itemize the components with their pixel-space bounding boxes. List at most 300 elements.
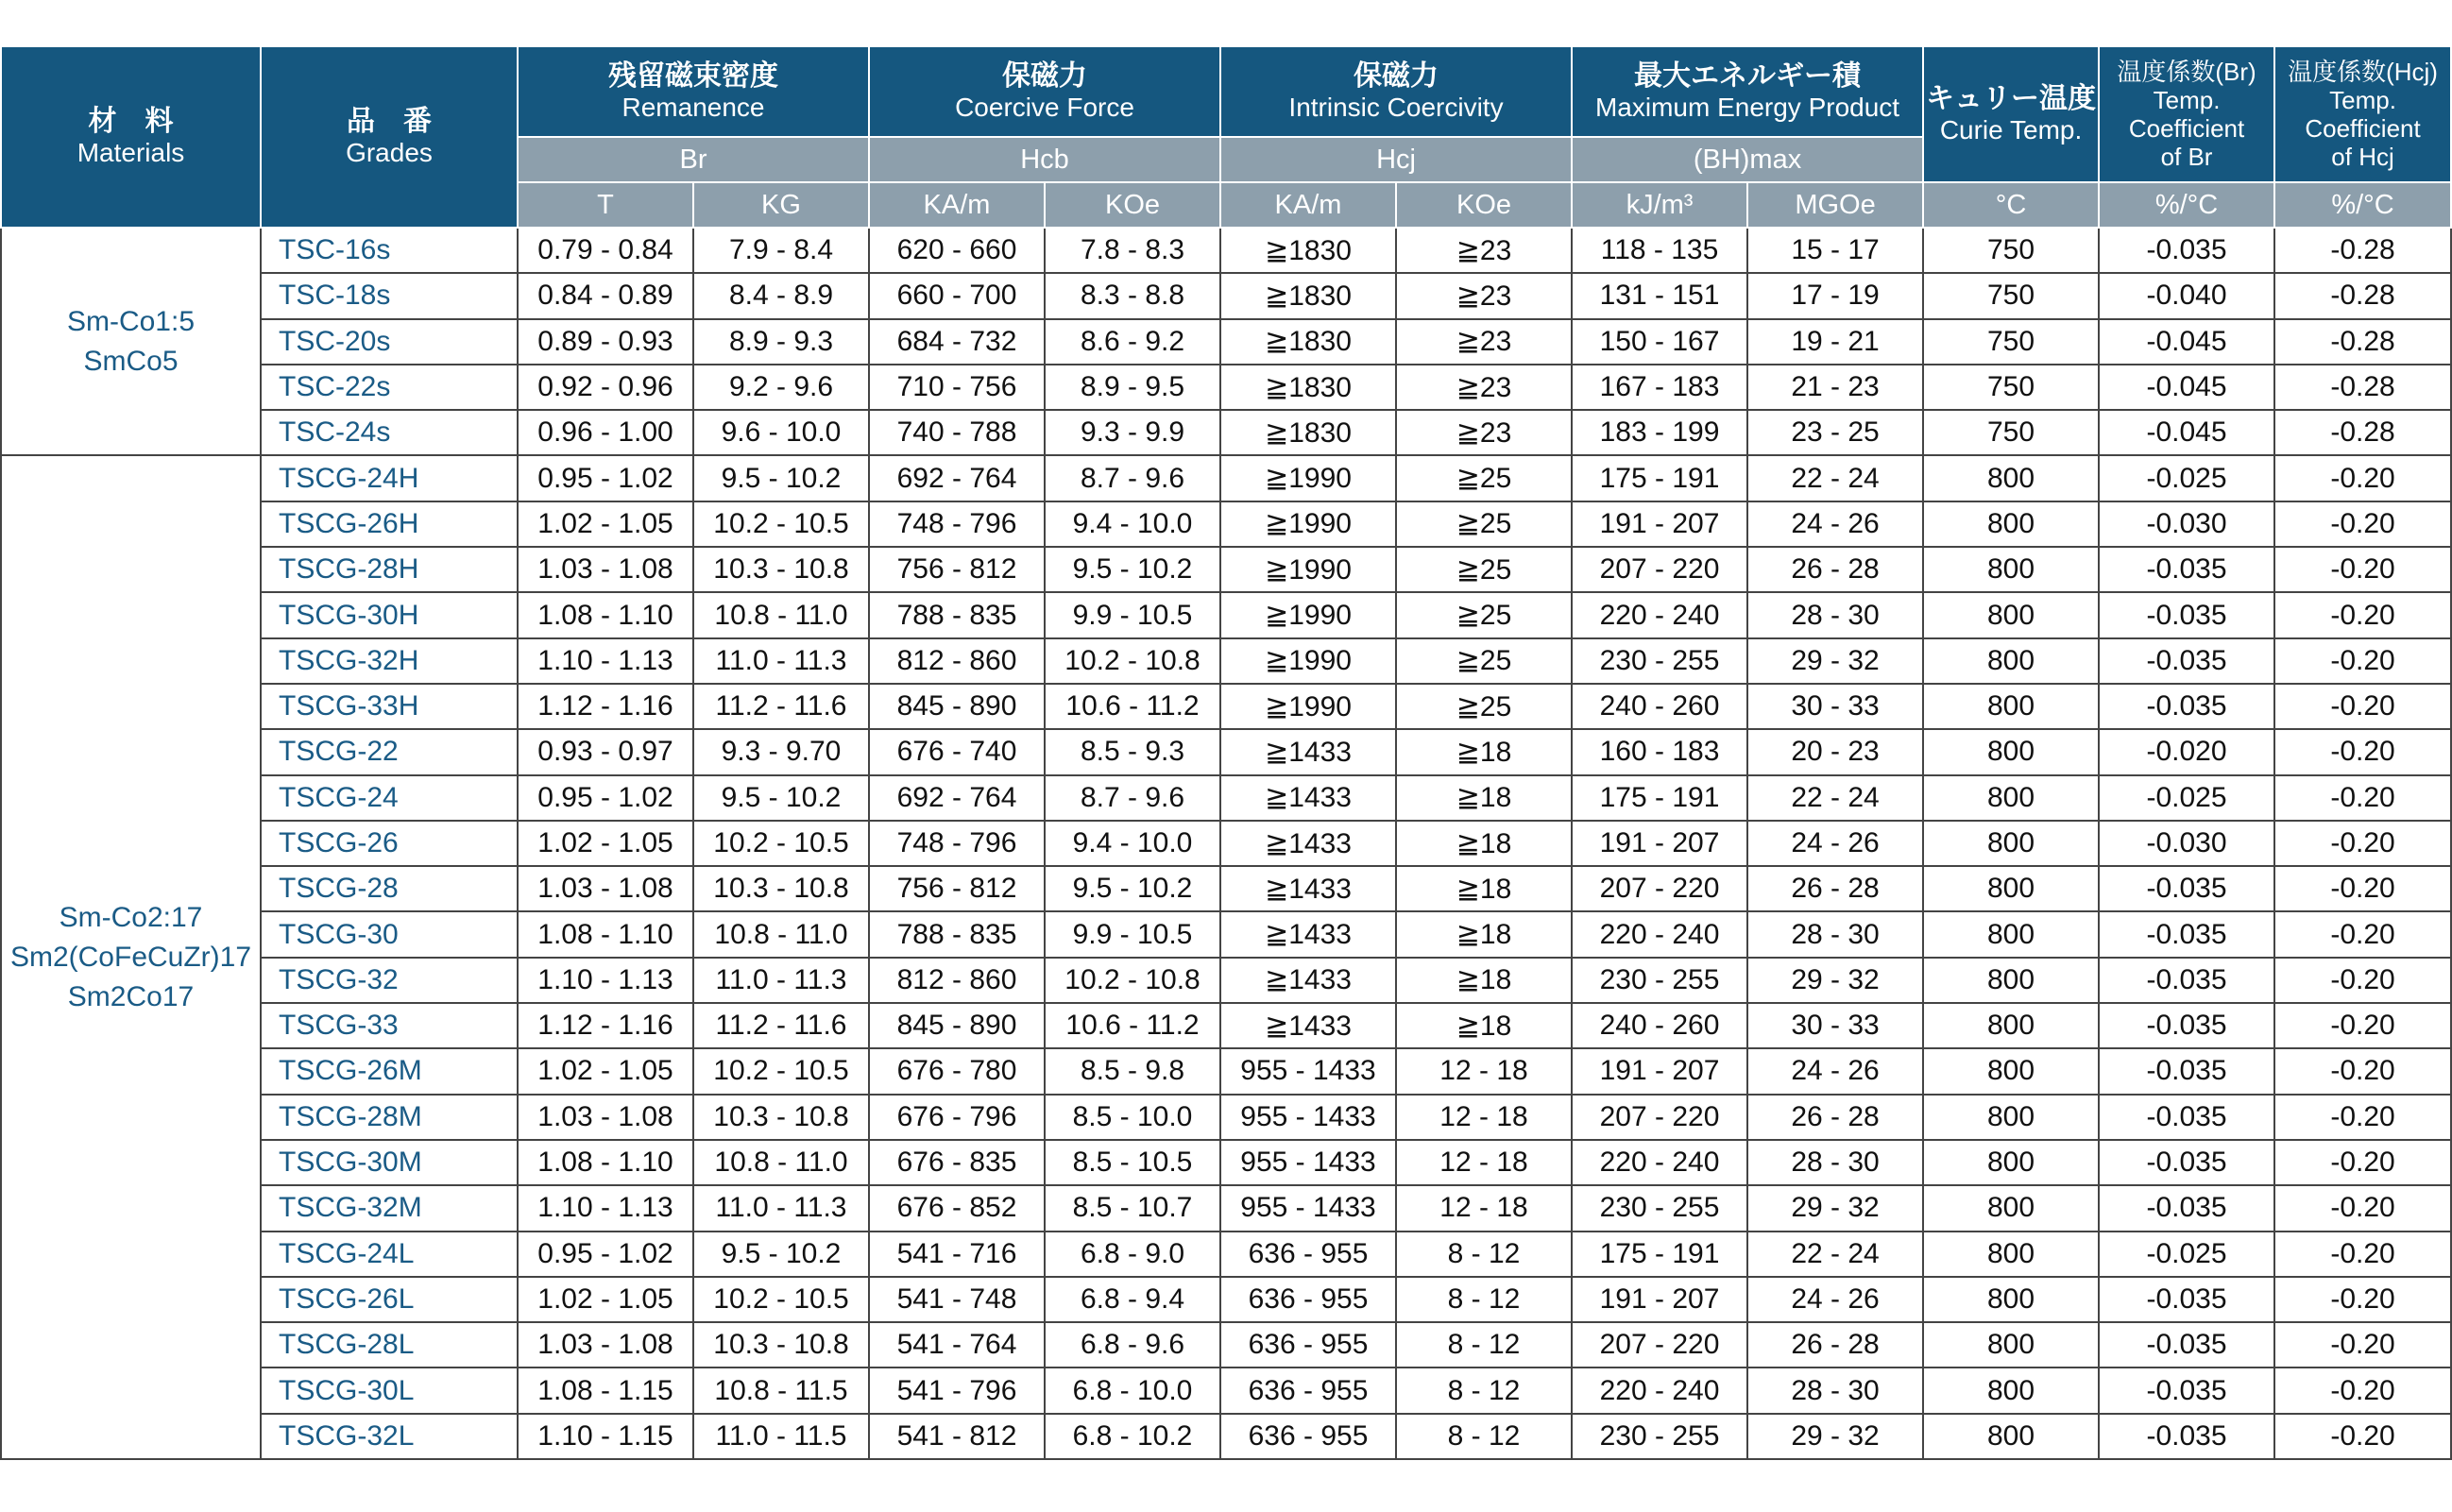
value-cell: 636 - 955 xyxy=(1220,1277,1396,1322)
value-cell: 8 - 12 xyxy=(1396,1414,1572,1459)
value-cell: 676 - 780 xyxy=(869,1048,1045,1094)
grade-cell: TSC-18s xyxy=(261,273,518,318)
grade-cell: TSCG-26M xyxy=(261,1048,518,1094)
unit-label: T xyxy=(597,189,614,220)
value-cell: ≧1990 xyxy=(1220,501,1396,547)
value-cell: 28 - 30 xyxy=(1747,592,1923,637)
value-cell: 207 - 220 xyxy=(1572,1095,1747,1140)
unit-label: %/°C xyxy=(2154,189,2219,220)
temp-hcj-en1-label: Temp. xyxy=(2329,86,2396,114)
value-cell: 750 xyxy=(1923,319,2099,365)
value-cell: -0.20 xyxy=(2274,501,2451,547)
value-cell: 8.5 - 9.8 xyxy=(1045,1048,1220,1094)
value-cell: -0.045 xyxy=(2099,319,2274,365)
value-cell: 0.92 - 0.96 xyxy=(518,365,693,410)
header-temp-coefficient-br xyxy=(2099,46,2274,182)
value-cell: 800 xyxy=(1923,1414,2099,1459)
table-row xyxy=(1,410,2451,455)
value-cell: 30 - 33 xyxy=(1747,684,1923,729)
value-cell: 10.8 - 11.5 xyxy=(693,1368,869,1413)
energy-en-label: Maximum Energy Product xyxy=(1594,93,1900,122)
grade-cell: TSCG-22 xyxy=(261,729,518,774)
value-cell: -0.28 xyxy=(2274,273,2451,318)
value-cell: ≧1830 xyxy=(1220,410,1396,455)
value-cell: 22 - 24 xyxy=(1747,455,1923,501)
value-cell: 1.10 - 1.15 xyxy=(518,1414,693,1459)
grade-cell: TSCG-30L xyxy=(261,1368,518,1413)
value-cell: 636 - 955 xyxy=(1220,1414,1396,1459)
value-cell: -0.035 xyxy=(2099,228,2274,273)
table-row xyxy=(1,1368,2451,1413)
value-cell: 1.08 - 1.10 xyxy=(518,911,693,957)
value-cell: 118 - 135 xyxy=(1572,228,1747,273)
value-cell: 175 - 191 xyxy=(1572,1232,1747,1277)
value-cell: 17 - 19 xyxy=(1747,273,1923,318)
value-cell: 0.96 - 1.00 xyxy=(518,410,693,455)
value-cell: ≧23 xyxy=(1396,410,1572,455)
value-cell: ≧1830 xyxy=(1220,365,1396,410)
value-cell: 9.3 - 9.70 xyxy=(693,729,869,774)
value-cell: -0.20 xyxy=(2274,1095,2451,1140)
coercive-en-label: Coercive Force xyxy=(955,93,1134,122)
unit-bh-kjm3 xyxy=(1572,182,1747,228)
value-cell: ≧18 xyxy=(1396,958,1572,1003)
value-cell: 541 - 812 xyxy=(869,1414,1045,1459)
symbol-hcb xyxy=(869,137,1220,182)
value-cell: -0.035 xyxy=(2099,638,2274,684)
value-cell: 240 - 260 xyxy=(1572,1003,1747,1048)
value-cell: 9.4 - 10.0 xyxy=(1045,501,1220,547)
value-cell: 10.6 - 11.2 xyxy=(1045,1003,1220,1048)
value-cell: 10.3 - 10.8 xyxy=(693,547,869,592)
value-cell: 6.8 - 9.6 xyxy=(1045,1322,1220,1368)
value-cell: 1.03 - 1.08 xyxy=(518,1322,693,1368)
value-cell: 8.5 - 10.0 xyxy=(1045,1095,1220,1140)
value-cell: 8.6 - 9.2 xyxy=(1045,319,1220,365)
value-cell: ≧1990 xyxy=(1220,684,1396,729)
value-cell: -0.035 xyxy=(2099,1185,2274,1231)
value-cell: ≧18 xyxy=(1396,911,1572,957)
value-cell: 26 - 28 xyxy=(1747,866,1923,911)
value-cell: 8.5 - 9.3 xyxy=(1045,729,1220,774)
value-cell: 11.2 - 11.6 xyxy=(693,1003,869,1048)
value-cell: 167 - 183 xyxy=(1572,365,1747,410)
value-cell: 12 - 18 xyxy=(1396,1048,1572,1094)
value-cell: 1.02 - 1.05 xyxy=(518,1277,693,1322)
table-row xyxy=(1,821,2451,866)
value-cell: 0.95 - 1.02 xyxy=(518,455,693,501)
table-row xyxy=(1,729,2451,774)
table-row xyxy=(1,365,2451,410)
table-row xyxy=(1,1277,2451,1322)
remanence-jp-label: 残留磁束密度 xyxy=(608,60,778,92)
material-cell xyxy=(1,455,261,1459)
value-cell: 160 - 183 xyxy=(1572,729,1747,774)
value-cell: 756 - 812 xyxy=(869,866,1045,911)
value-cell: 28 - 30 xyxy=(1747,1368,1923,1413)
value-cell: 8.9 - 9.5 xyxy=(1045,365,1220,410)
value-cell: -0.045 xyxy=(2099,410,2274,455)
intrinsic-jp-label: 保磁力 xyxy=(1354,60,1439,92)
materials-en-label: Materials xyxy=(77,138,185,167)
value-cell: 1.12 - 1.16 xyxy=(518,684,693,729)
value-cell: 131 - 151 xyxy=(1572,273,1747,318)
value-cell: ≧1830 xyxy=(1220,319,1396,365)
value-cell: 191 - 207 xyxy=(1572,501,1747,547)
unit-curie xyxy=(1923,182,2099,228)
table-row xyxy=(1,592,2451,637)
grade-cell: TSCG-26 xyxy=(261,821,518,866)
value-cell: -0.035 xyxy=(2099,1048,2274,1094)
value-cell: 207 - 220 xyxy=(1572,547,1747,592)
value-cell: 1.03 - 1.08 xyxy=(518,866,693,911)
temp-hcj-en2-label: Coefficient xyxy=(2305,114,2421,143)
value-cell: 23 - 25 xyxy=(1747,410,1923,455)
value-cell: -0.025 xyxy=(2099,775,2274,821)
value-cell: 800 xyxy=(1923,1095,2099,1140)
value-cell: 10.2 - 10.8 xyxy=(1045,638,1220,684)
grade-cell: TSC-24s xyxy=(261,410,518,455)
value-cell: 24 - 26 xyxy=(1747,1048,1923,1094)
value-cell: ≧18 xyxy=(1396,866,1572,911)
value-cell: 692 - 764 xyxy=(869,775,1045,821)
value-cell: -0.035 xyxy=(2099,1368,2274,1413)
header-materials xyxy=(1,46,261,228)
material-label: Sm2(CoFeCuZr)17 xyxy=(9,941,252,973)
value-cell: ≧1433 xyxy=(1220,958,1396,1003)
value-cell: 676 - 835 xyxy=(869,1140,1045,1185)
value-cell: 22 - 24 xyxy=(1747,775,1923,821)
value-cell: 230 - 255 xyxy=(1572,1414,1747,1459)
grade-cell: TSCG-30 xyxy=(261,911,518,957)
value-cell: 0.95 - 1.02 xyxy=(518,775,693,821)
value-cell: 191 - 207 xyxy=(1572,821,1747,866)
value-cell: 230 - 255 xyxy=(1572,638,1747,684)
value-cell: 800 xyxy=(1923,866,2099,911)
value-cell: 10.2 - 10.5 xyxy=(693,821,869,866)
value-cell: ≧18 xyxy=(1396,1003,1572,1048)
value-cell: 191 - 207 xyxy=(1572,1048,1747,1094)
table-row xyxy=(1,319,2451,365)
value-cell: -0.035 xyxy=(2099,1003,2274,1048)
value-cell: 748 - 796 xyxy=(869,501,1045,547)
value-cell: 9.5 - 10.2 xyxy=(1045,547,1220,592)
header-coercive-force xyxy=(869,46,1220,137)
value-cell: -0.20 xyxy=(2274,638,2451,684)
value-cell: 1.02 - 1.05 xyxy=(518,821,693,866)
table-body xyxy=(1,228,2451,1459)
temp-br-jp-label: 温度係数(Br) xyxy=(2117,58,2256,86)
temp-br-en3-label: of Br xyxy=(2160,143,2213,171)
value-cell: 220 - 240 xyxy=(1572,911,1747,957)
value-cell: 1.08 - 1.10 xyxy=(518,592,693,637)
value-cell: ≧1990 xyxy=(1220,547,1396,592)
value-cell: 207 - 220 xyxy=(1572,1322,1747,1368)
unit-label: MGOe xyxy=(1795,189,1876,220)
value-cell: ≧23 xyxy=(1396,365,1572,410)
grade-cell: TSCG-33 xyxy=(261,1003,518,1048)
value-cell: 800 xyxy=(1923,1368,2099,1413)
symbol-bhmax-label: (BH)max xyxy=(1693,144,1802,175)
grades-jp-label: 品 番 xyxy=(347,106,432,137)
value-cell: ≧18 xyxy=(1396,775,1572,821)
value-cell: 28 - 30 xyxy=(1747,911,1923,957)
value-cell: -0.20 xyxy=(2274,1368,2451,1413)
material-cell xyxy=(1,228,261,455)
value-cell: 748 - 796 xyxy=(869,821,1045,866)
value-cell: -0.20 xyxy=(2274,1232,2451,1277)
grade-cell: TSC-22s xyxy=(261,365,518,410)
table-row xyxy=(1,1095,2451,1140)
material-label: Sm-Co1:5 xyxy=(66,305,196,337)
table-row xyxy=(1,1048,2451,1094)
value-cell: 9.4 - 10.0 xyxy=(1045,821,1220,866)
value-cell: 800 xyxy=(1923,1232,2099,1277)
value-cell: 6.8 - 9.0 xyxy=(1045,1232,1220,1277)
table-row xyxy=(1,1414,2451,1459)
value-cell: 11.0 - 11.3 xyxy=(693,1185,869,1231)
value-cell: -0.20 xyxy=(2274,684,2451,729)
value-cell: 800 xyxy=(1923,592,2099,637)
value-cell: 7.8 - 8.3 xyxy=(1045,228,1220,273)
value-cell: 10.3 - 10.8 xyxy=(693,1095,869,1140)
grade-cell: TSCG-26L xyxy=(261,1277,518,1322)
value-cell: 636 - 955 xyxy=(1220,1368,1396,1413)
value-cell: 11.0 - 11.3 xyxy=(693,958,869,1003)
value-cell: 220 - 240 xyxy=(1572,1140,1747,1185)
grade-cell: TSCG-32M xyxy=(261,1185,518,1231)
value-cell: 24 - 26 xyxy=(1747,821,1923,866)
value-cell: 9.5 - 10.2 xyxy=(1045,866,1220,911)
magnet-grades-table xyxy=(0,45,2452,1460)
value-cell: -0.20 xyxy=(2274,1185,2451,1231)
value-cell: 541 - 716 xyxy=(869,1232,1045,1277)
value-cell: 10.6 - 11.2 xyxy=(1045,684,1220,729)
value-cell: ≧25 xyxy=(1396,592,1572,637)
value-cell: ≧25 xyxy=(1396,684,1572,729)
value-cell: 750 xyxy=(1923,410,2099,455)
value-cell: 541 - 764 xyxy=(869,1322,1045,1368)
coercive-jp-label: 保磁力 xyxy=(1002,60,1087,92)
value-cell: 175 - 191 xyxy=(1572,775,1747,821)
value-cell: -0.20 xyxy=(2274,1003,2451,1048)
value-cell: -0.035 xyxy=(2099,911,2274,957)
value-cell: 1.10 - 1.13 xyxy=(518,958,693,1003)
value-cell: 29 - 32 xyxy=(1747,1414,1923,1459)
value-cell: 26 - 28 xyxy=(1747,547,1923,592)
value-cell: 12 - 18 xyxy=(1396,1095,1572,1140)
value-cell: 684 - 732 xyxy=(869,319,1045,365)
symbol-hcb-label: Hcb xyxy=(1020,144,1069,175)
value-cell: 220 - 240 xyxy=(1572,592,1747,637)
intrinsic-en-label: Intrinsic Coercivity xyxy=(1288,93,1504,122)
grade-cell: TSC-20s xyxy=(261,319,518,365)
value-cell: -0.20 xyxy=(2274,821,2451,866)
remanence-en-label: Remanence xyxy=(622,93,765,122)
value-cell: 230 - 255 xyxy=(1572,958,1747,1003)
value-cell: ≧23 xyxy=(1396,319,1572,365)
value-cell: 26 - 28 xyxy=(1747,1322,1923,1368)
value-cell: ≧18 xyxy=(1396,729,1572,774)
temp-br-en1-label: Temp. xyxy=(2153,86,2221,114)
table-row xyxy=(1,775,2451,821)
header-max-energy-product xyxy=(1572,46,1923,137)
value-cell: 812 - 860 xyxy=(869,958,1045,1003)
value-cell: ≧18 xyxy=(1396,821,1572,866)
value-cell: ≧25 xyxy=(1396,455,1572,501)
table-row xyxy=(1,547,2451,592)
value-cell: -0.035 xyxy=(2099,1095,2274,1140)
curie-jp-label: キュリー温度 xyxy=(1926,83,2097,114)
value-cell: 800 xyxy=(1923,1003,2099,1048)
value-cell: 636 - 955 xyxy=(1220,1322,1396,1368)
unit-label: KG xyxy=(761,189,801,220)
value-cell: ≧1433 xyxy=(1220,911,1396,957)
value-cell: 12 - 18 xyxy=(1396,1140,1572,1185)
grade-cell: TSCG-32 xyxy=(261,958,518,1003)
value-cell: ≧1990 xyxy=(1220,592,1396,637)
value-cell: 29 - 32 xyxy=(1747,1185,1923,1231)
value-cell: 800 xyxy=(1923,455,2099,501)
table-row xyxy=(1,958,2451,1003)
value-cell: -0.020 xyxy=(2099,729,2274,774)
value-cell: -0.035 xyxy=(2099,1414,2274,1459)
symbol-bhmax xyxy=(1572,137,1923,182)
symbol-hcj xyxy=(1220,137,1572,182)
value-cell: 1.12 - 1.16 xyxy=(518,1003,693,1048)
value-cell: 800 xyxy=(1923,547,2099,592)
value-cell: -0.20 xyxy=(2274,1414,2451,1459)
value-cell: 660 - 700 xyxy=(869,273,1045,318)
value-cell: 1.10 - 1.13 xyxy=(518,1185,693,1231)
material-label: SmCo5 xyxy=(83,345,179,377)
value-cell: 9.5 - 10.2 xyxy=(693,775,869,821)
value-cell: -0.025 xyxy=(2099,1232,2274,1277)
value-cell: -0.20 xyxy=(2274,455,2451,501)
value-cell: 8.3 - 8.8 xyxy=(1045,273,1220,318)
table-header xyxy=(1,46,2451,228)
value-cell: 750 xyxy=(1923,365,2099,410)
value-cell: ≧1990 xyxy=(1220,455,1396,501)
value-cell: ≧1830 xyxy=(1220,273,1396,318)
value-cell: -0.030 xyxy=(2099,501,2274,547)
grade-cell: TSCG-28 xyxy=(261,866,518,911)
table-row xyxy=(1,911,2451,957)
table-row xyxy=(1,455,2451,501)
value-cell: 800 xyxy=(1923,1185,2099,1231)
value-cell: 6.8 - 10.2 xyxy=(1045,1414,1220,1459)
value-cell: 0.89 - 0.93 xyxy=(518,319,693,365)
value-cell: 800 xyxy=(1923,1048,2099,1094)
header-intrinsic-coercivity xyxy=(1220,46,1572,137)
unit-label: °C xyxy=(1995,189,2027,220)
value-cell: 30 - 33 xyxy=(1747,1003,1923,1048)
grade-cell: TSCG-32L xyxy=(261,1414,518,1459)
unit-br-t xyxy=(518,182,693,228)
symbol-br xyxy=(518,137,869,182)
value-cell: 1.02 - 1.05 xyxy=(518,1048,693,1094)
value-cell: 0.95 - 1.02 xyxy=(518,1232,693,1277)
value-cell: 150 - 167 xyxy=(1572,319,1747,365)
value-cell: -0.040 xyxy=(2099,273,2274,318)
value-cell: -0.20 xyxy=(2274,775,2451,821)
value-cell: 8 - 12 xyxy=(1396,1322,1572,1368)
grade-cell: TSCG-26H xyxy=(261,501,518,547)
value-cell: 11.0 - 11.5 xyxy=(693,1414,869,1459)
value-cell: -0.035 xyxy=(2099,1140,2274,1185)
unit-label: KOe xyxy=(1456,189,1512,220)
value-cell: -0.20 xyxy=(2274,547,2451,592)
curie-en-label: Curie Temp. xyxy=(1939,115,2083,144)
material-label: Sm2Co17 xyxy=(67,980,195,1012)
value-cell: 10.2 - 10.5 xyxy=(693,1048,869,1094)
value-cell: 10.8 - 11.0 xyxy=(693,911,869,957)
value-cell: 11.2 - 11.6 xyxy=(693,684,869,729)
value-cell: 1.03 - 1.08 xyxy=(518,547,693,592)
value-cell: -0.035 xyxy=(2099,684,2274,729)
value-cell: 10.8 - 11.0 xyxy=(693,1140,869,1185)
value-cell: -0.28 xyxy=(2274,365,2451,410)
unit-temp-br xyxy=(2099,182,2274,228)
value-cell: ≧23 xyxy=(1396,273,1572,318)
material-label: Sm-Co2:17 xyxy=(59,901,203,933)
value-cell: -0.035 xyxy=(2099,1277,2274,1322)
value-cell: ≧1433 xyxy=(1220,821,1396,866)
value-cell: 220 - 240 xyxy=(1572,1368,1747,1413)
value-cell: 8 - 12 xyxy=(1396,1277,1572,1322)
value-cell: 8.7 - 9.6 xyxy=(1045,775,1220,821)
value-cell: -0.20 xyxy=(2274,866,2451,911)
value-cell: 21 - 23 xyxy=(1747,365,1923,410)
value-cell: -0.20 xyxy=(2274,729,2451,774)
value-cell: 15 - 17 xyxy=(1747,228,1923,273)
value-cell: ≧25 xyxy=(1396,547,1572,592)
value-cell: 955 - 1433 xyxy=(1220,1140,1396,1185)
value-cell: 29 - 32 xyxy=(1747,638,1923,684)
unit-label: KA/m xyxy=(1274,189,1342,220)
grade-cell: TSCG-30H xyxy=(261,592,518,637)
grade-cell: TSC-16s xyxy=(261,228,518,273)
value-cell: 676 - 740 xyxy=(869,729,1045,774)
symbol-br-label: Br xyxy=(679,144,707,175)
value-cell: 1.10 - 1.13 xyxy=(518,638,693,684)
value-cell: 845 - 890 xyxy=(869,684,1045,729)
value-cell: 9.3 - 9.9 xyxy=(1045,410,1220,455)
grade-cell: TSCG-24 xyxy=(261,775,518,821)
table-row xyxy=(1,1003,2451,1048)
value-cell: 788 - 835 xyxy=(869,911,1045,957)
table-row xyxy=(1,501,2451,547)
value-cell: 955 - 1433 xyxy=(1220,1185,1396,1231)
temp-br-en2-label: Coefficient xyxy=(2128,114,2245,143)
value-cell: ≧1830 xyxy=(1220,228,1396,273)
value-cell: 7.9 - 8.4 xyxy=(693,228,869,273)
value-cell: ≧23 xyxy=(1396,228,1572,273)
unit-br-kg xyxy=(693,182,869,228)
grades-en-label: Grades xyxy=(346,138,433,167)
unit-label: KA/m xyxy=(923,189,991,220)
value-cell: 0.79 - 0.84 xyxy=(518,228,693,273)
value-cell: 800 xyxy=(1923,729,2099,774)
header-grades xyxy=(261,46,518,228)
value-cell: 9.5 - 10.2 xyxy=(693,1232,869,1277)
grade-cell: TSCG-24H xyxy=(261,455,518,501)
value-cell: 9.6 - 10.0 xyxy=(693,410,869,455)
unit-hcj-koe xyxy=(1396,182,1572,228)
value-cell: 26 - 28 xyxy=(1747,1095,1923,1140)
value-cell: -0.28 xyxy=(2274,410,2451,455)
value-cell: 9.9 - 10.5 xyxy=(1045,592,1220,637)
